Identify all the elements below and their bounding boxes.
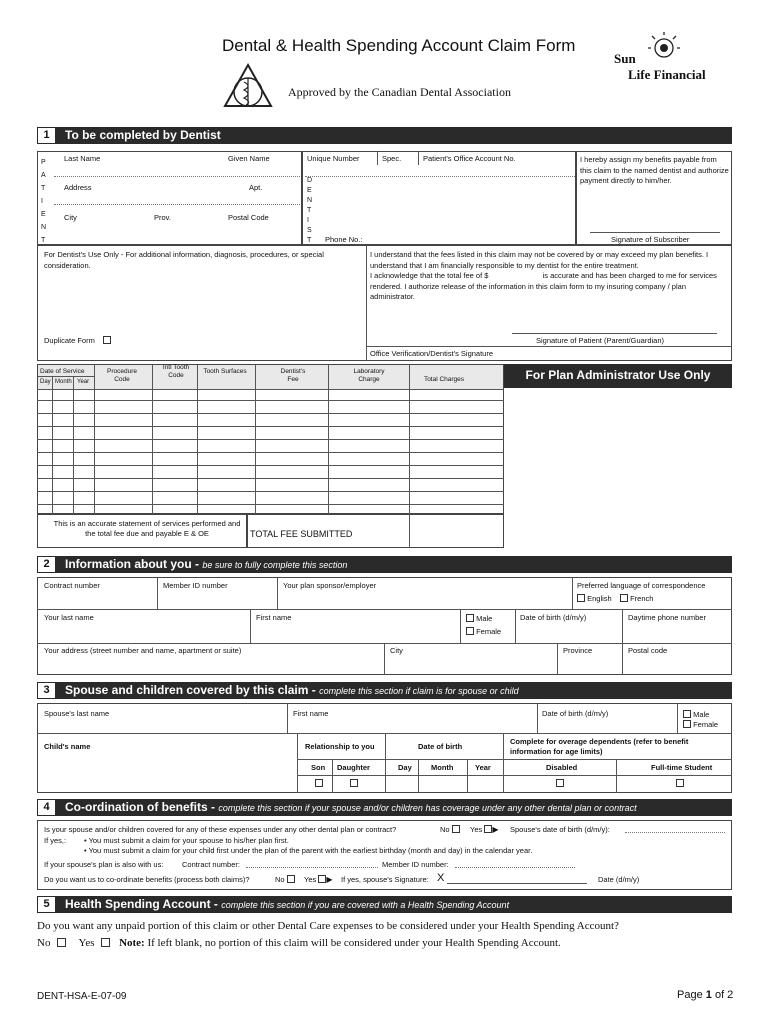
english-label: English (587, 594, 612, 603)
coord-no-label: No (440, 825, 450, 834)
section-title-note: be sure to fully complete this section (202, 560, 348, 570)
spouse-female-checkbox[interactable] (683, 720, 691, 728)
coordinate-yes-option[interactable] (304, 875, 333, 884)
hsa-note-bold: Note: (119, 937, 145, 949)
brand-sun: Sun (614, 51, 636, 66)
dentist-vertical-label: DENTIST (307, 177, 313, 244)
daytime-phone-label: Daytime phone number (628, 613, 706, 622)
section-number: 1 (37, 127, 56, 144)
section-title-main: Spouse and children covered by this claim - (65, 683, 316, 697)
french-option[interactable] (620, 594, 653, 603)
coordinate-yes-label: Yes (304, 875, 317, 884)
section-5-header (37, 896, 732, 913)
coordinate-question: Do you want us to co-ordinate benefits (process both claims)? (44, 875, 250, 884)
spouse-first-name-label: First name (293, 709, 329, 718)
section-4-header (37, 799, 732, 816)
duplicate-form[interactable] (44, 336, 111, 345)
section-title-note: complete this section if you are covered with a Health Spending Account (221, 900, 510, 910)
hsa-yes-label: Yes (78, 937, 95, 949)
signature-patient-label: Signature of Patient (Parent/Guardian) (536, 336, 664, 345)
hsa-yes-checkbox[interactable] (101, 938, 110, 947)
office-verification-label: Office Verification/Dentist's Signature (370, 349, 494, 358)
member-id-label: Member ID number (163, 581, 228, 590)
page-pre: Page (677, 989, 703, 1001)
brand-life-financial: Life Financial (628, 67, 706, 82)
col-date-of-service: Date of Service (40, 368, 85, 375)
coordination-question: Is your spouse and/or children covered for any of these expenses under any other dental plan or contract? (44, 825, 397, 834)
section-title-main: Co-ordination of benefits - (65, 800, 215, 814)
day-label: Day (398, 763, 412, 772)
spouse-male-option[interactable] (683, 710, 709, 719)
if-yes-label: If yes,: (44, 836, 67, 845)
spouse-female-label: Female (693, 720, 719, 729)
also-with-us-label: If your spouse's plan is also with us: (44, 860, 164, 869)
coord-no-option[interactable] (440, 825, 460, 834)
sunlife-logo (614, 32, 734, 86)
arrow-right-icon: ▶ (492, 825, 499, 834)
patient-vertical-label: PATIENT (41, 159, 47, 244)
given-name-label: Given Name (228, 154, 270, 163)
section-title-main: Information about you - (65, 557, 199, 571)
daughter-label: Daughter (337, 763, 370, 772)
hsa-no-checkbox[interactable] (57, 938, 66, 947)
patient-box (37, 151, 302, 245)
section-number: 4 (37, 799, 56, 816)
plan-admin-label: For Plan Administrator Use Only (525, 368, 711, 382)
assign-text: I hereby assign my benefits payable from this claim to the named dentist and authorize payment directly to him/her. (580, 155, 729, 185)
spouse-dob-coord-label: Spouse's date of birth (d/m/y): (510, 825, 610, 834)
son-checkbox[interactable] (315, 779, 323, 787)
dentist-box (302, 151, 576, 245)
accurate-statement-text: This is an accurate statement of services performed and the total fee due and payable E & OE (53, 519, 241, 538)
relationship-label: Relationship to you (305, 742, 375, 751)
section-1-header (37, 127, 732, 144)
spouse-last-name-label: Spouse's last name (44, 709, 110, 718)
section-3-header (37, 682, 732, 699)
section-title (65, 800, 637, 814)
bullet-1: • You must submit a claim for your spouse to his/her plan first. (84, 836, 289, 845)
coord-date-label: Date (d/m/y) (598, 875, 640, 884)
address-label: Address (64, 183, 92, 192)
male-checkbox[interactable] (466, 614, 474, 622)
section-title-note: complete this section if claim is for spouse or child (319, 686, 519, 696)
coordinate-no-option[interactable] (275, 875, 295, 884)
year-label: Year (475, 763, 491, 772)
section-title: To be completed by Dentist (65, 128, 221, 142)
phone-label: Phone No.: (325, 235, 363, 244)
section-number: 5 (37, 896, 56, 913)
section-title (65, 897, 509, 911)
office-account-label: Patient's Office Account No. (423, 154, 516, 163)
language-label: Preferred language of correspondence (577, 581, 706, 590)
section-number: 2 (37, 556, 56, 573)
spouse-contract-label: Contract number: (182, 860, 240, 869)
understand-fee-tail: is accurate and has been charged to me for services rendered. I authorize release of the information in this claim form to my insuring company / plan administrator. (370, 271, 717, 301)
col-laboratory-charge: Laboratory Charge (353, 368, 385, 383)
spouse-male-label: Male (693, 710, 710, 719)
first-name-label: First name (256, 613, 292, 622)
your-last-name-label: Your last name (44, 613, 94, 622)
spouse-female-option[interactable] (683, 720, 718, 729)
hsa-note: If left blank, no portion of this claim will be considered under your Health Spending Account. (147, 937, 561, 949)
coord-yes-label: Yes (470, 825, 483, 834)
form-code: DENT-HSA-E-07-09 (37, 991, 127, 1002)
female-label: Female (476, 627, 502, 636)
prov-label: Prov. (154, 213, 171, 222)
approved-text: Approved by the Canadian Dental Association (288, 85, 511, 99)
fulltime-student-label: Full-time Student (651, 763, 713, 772)
dentist-use-text: For Dentist's Use Only - For additional information, diagnosis, procedures, or special consideration. (44, 250, 324, 270)
spec-label: Spec. (382, 154, 402, 163)
page-current: 1 (705, 989, 712, 1001)
overage-label: Complete for overage dependents (refer to benefit information for age limits) (510, 737, 689, 756)
hsa-no-label: No (37, 937, 51, 949)
coord-yes-option[interactable] (470, 825, 499, 834)
col-procedure-code: Procedure Code (107, 368, 137, 383)
city-label: City (64, 213, 77, 222)
spouse-member-id-label: Member ID number: (382, 860, 449, 869)
contract-number-label: Contract number (44, 581, 100, 590)
bullet-2: • You must submit a claim for your child first under the plan of the parent with the earliest birthday (month and day) in the calendar year. (84, 846, 533, 855)
signature-x: X (437, 872, 445, 884)
page-post: of 2 (714, 989, 734, 1001)
english-checkbox[interactable] (577, 594, 585, 602)
col-dentist-fee: Dentist's Fee (280, 368, 306, 383)
apt-label: Apt. (249, 183, 263, 192)
section-title-note: complete this section if your spouse and/or children has coverage under any other dental plan or contract (218, 803, 637, 813)
male-option[interactable] (466, 614, 492, 623)
unique-number-label: Unique Number (307, 154, 360, 163)
disabled-checkbox[interactable] (556, 779, 564, 787)
understand-text-2 (370, 271, 726, 303)
fulltime-checkbox[interactable] (676, 779, 684, 787)
postal-code-label: Postal Code (228, 213, 269, 222)
female-checkbox[interactable] (466, 627, 474, 635)
col-month: Month (55, 379, 72, 385)
spouse-male-checkbox[interactable] (683, 710, 691, 718)
french-checkbox[interactable] (620, 594, 628, 602)
col-intl-tooth-code: Intl Tooth Code (162, 364, 190, 379)
page-number (677, 989, 733, 1001)
english-option[interactable] (577, 594, 612, 603)
cda-logo (222, 62, 274, 114)
total-fee-submitted-label: TOTAL FEE SUBMITTED (250, 529, 353, 539)
hsa-question: Do you want any unpaid portion of this claim or other Dental Care expenses to be considered under your Health Spending Account? (37, 920, 619, 932)
dob-label: Date of birth (d/m/y) (520, 613, 587, 622)
duplicate-form-label: Duplicate Form (44, 336, 95, 345)
postal-code-label-2: Postal code (628, 646, 668, 655)
coordinate-no-checkbox[interactable] (287, 875, 295, 883)
section-title (65, 557, 347, 571)
understand-text-1: I understand that the fees listed in this claim may not be covered by or may exceed my plan benefits. I understand that I am financially responsible to my dentist for the entire treatment. (370, 250, 709, 270)
french-label: French (630, 594, 654, 603)
child-name-label: Child's name (44, 742, 91, 751)
arrow-right-icon: ▶ (326, 875, 333, 884)
spouse-signature-label: If yes, spouse's Signature: (341, 875, 429, 884)
col-day: Day (40, 379, 51, 385)
male-label: Male (476, 614, 493, 623)
disabled-label: Disabled (546, 763, 578, 772)
section-title (65, 683, 519, 697)
hsa-answer-row (37, 937, 561, 949)
son-label: Son (311, 763, 326, 772)
province-label: Province (563, 646, 593, 655)
female-option[interactable] (466, 627, 501, 636)
last-name-label: Last Name (64, 154, 101, 163)
section-2-header (37, 556, 732, 573)
col-year: Year (77, 379, 90, 385)
understand-fee-lead: I acknowledge that the total fee of $ (370, 271, 489, 280)
daughter-checkbox[interactable] (350, 779, 358, 787)
signature-subscriber-label: Signature of Subscriber (611, 235, 690, 244)
col-total-charges: Total Charges (423, 376, 465, 383)
duplicate-form-checkbox[interactable] (103, 336, 111, 344)
coord-no-checkbox[interactable] (452, 825, 460, 833)
section-title-main: Health Spending Account - (65, 897, 218, 911)
spouse-dob-label: Date of birth (d/m/y) (542, 709, 609, 718)
plan-sponsor-label: Your plan sponsor/employer (283, 581, 377, 590)
section-number: 3 (37, 682, 56, 699)
your-address-label: Your address (street number and name, apartment or suite) (44, 646, 242, 655)
child-dob-label: Date of birth (418, 742, 463, 751)
col-tooth-surfaces: Tooth Surfaces (203, 368, 247, 375)
coordinate-no-label: No (275, 875, 285, 884)
month-label: Month (431, 763, 454, 772)
form-title: Dental & Health Spending Account Claim Form (222, 36, 576, 55)
city-label-2: City (390, 646, 403, 655)
